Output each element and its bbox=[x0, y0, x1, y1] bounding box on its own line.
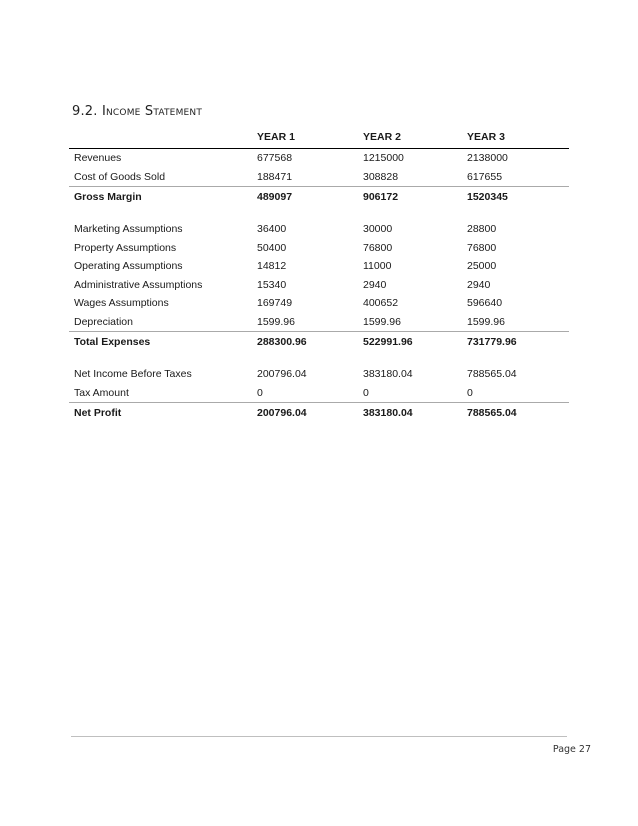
table-row-net-income-before-taxes bbox=[69, 365, 569, 384]
row-label: Operating Assumptions bbox=[74, 260, 183, 273]
row-value-year-1: 14812 bbox=[257, 260, 287, 273]
column-header-label bbox=[69, 126, 252, 149]
row-value-year-2: 383180.04 bbox=[363, 368, 413, 381]
row-value-year-2: 1599.96 bbox=[363, 315, 401, 328]
row-value-year-3: 788565.04 bbox=[467, 368, 517, 381]
row-value-year-3: 596640 bbox=[467, 297, 503, 310]
row-value-year-3: 731779.96 bbox=[462, 332, 569, 352]
table-spacer-row bbox=[69, 206, 569, 220]
row-value-year-3: 76800 bbox=[467, 241, 497, 254]
table-row-administrative bbox=[69, 276, 569, 295]
table-header-row bbox=[69, 126, 569, 149]
row-label: Net Profit bbox=[69, 403, 252, 423]
row-value-year-3: 1520345 bbox=[462, 187, 569, 207]
table-row-wages bbox=[69, 294, 569, 313]
row-value-year-3: 25000 bbox=[467, 260, 497, 273]
table-row-revenues bbox=[69, 149, 569, 168]
row-label: Administrative Assumptions bbox=[74, 278, 203, 291]
row-value-year-3: 2940 bbox=[467, 278, 491, 291]
row-value-year-2: 308828 bbox=[363, 170, 399, 183]
row-value-year-2: 383180.04 bbox=[358, 403, 462, 423]
row-label: Property Assumptions bbox=[74, 241, 177, 254]
table-row-total-expenses bbox=[69, 332, 569, 352]
row-label: Gross Margin bbox=[69, 187, 252, 207]
table-row-tax-amount bbox=[69, 384, 569, 403]
row-value-year-2: 2940 bbox=[363, 278, 387, 291]
row-value-year-1: 200796.04 bbox=[252, 403, 358, 423]
row-value-year-2: 11000 bbox=[363, 260, 392, 273]
row-value-year-1: 677568 bbox=[257, 152, 293, 165]
row-value-year-2: 76800 bbox=[363, 241, 393, 254]
table-spacer-row bbox=[69, 351, 569, 365]
row-label: Cost of Goods Sold bbox=[74, 170, 166, 183]
row-value-year-1: 200796.04 bbox=[257, 368, 307, 381]
row-label: Marketing Assumptions bbox=[74, 223, 183, 236]
row-value-year-2: 1215000 bbox=[363, 152, 404, 165]
table-row-depreciation bbox=[69, 313, 569, 332]
table-row-gross-margin bbox=[69, 187, 569, 207]
table-row-property bbox=[69, 239, 569, 258]
row-value-year-1: 15340 bbox=[257, 278, 287, 291]
row-value-year-1: 169749 bbox=[257, 297, 293, 310]
row-value-year-1: 188471 bbox=[257, 170, 293, 183]
row-value-year-3: 1599.96 bbox=[467, 315, 505, 328]
row-value-year-2: 0 bbox=[363, 386, 369, 399]
row-value-year-1: 489097 bbox=[252, 187, 358, 207]
row-value-year-1: 1599.96 bbox=[257, 315, 295, 328]
row-value-year-1: 36400 bbox=[257, 223, 287, 236]
row-value-year-1: 0 bbox=[257, 386, 263, 399]
row-label: Net Income Before Taxes bbox=[74, 368, 192, 381]
row-value-year-2: 30000 bbox=[363, 223, 393, 236]
table-row-cogs bbox=[69, 168, 569, 187]
row-value-year-1: 288300.96 bbox=[252, 332, 358, 352]
row-value-year-2: 906172 bbox=[358, 187, 462, 207]
table-row-net-profit bbox=[69, 403, 569, 423]
row-value-year-1: 50400 bbox=[257, 241, 287, 254]
row-label: Revenues bbox=[74, 152, 122, 165]
row-label: Tax Amount bbox=[74, 386, 129, 399]
section-title: Income Statement bbox=[101, 104, 203, 119]
row-label: Total Expenses bbox=[69, 332, 252, 352]
column-header-year-2: YEAR 2 bbox=[358, 126, 462, 149]
row-value-year-3: 788565.04 bbox=[462, 403, 569, 423]
table-row-marketing bbox=[69, 220, 569, 239]
footer-divider bbox=[71, 736, 567, 737]
row-value-year-2: 400652 bbox=[363, 297, 399, 310]
section-heading bbox=[72, 104, 202, 119]
page-number: Page 27 bbox=[552, 744, 591, 755]
row-value-year-3: 0 bbox=[467, 386, 473, 399]
income-statement-table bbox=[69, 126, 569, 422]
table-row-operating bbox=[69, 257, 569, 276]
row-label: Depreciation bbox=[74, 315, 133, 328]
section-number: 9.2. bbox=[72, 104, 98, 119]
row-value-year-2: 522991.96 bbox=[358, 332, 462, 352]
row-label: Wages Assumptions bbox=[74, 297, 169, 310]
row-value-year-3: 617655 bbox=[467, 170, 503, 183]
column-header-year-3: YEAR 3 bbox=[462, 126, 569, 149]
row-value-year-3: 28800 bbox=[467, 223, 497, 236]
row-value-year-3: 2138000 bbox=[467, 152, 508, 165]
column-header-year-1: YEAR 1 bbox=[252, 126, 358, 149]
